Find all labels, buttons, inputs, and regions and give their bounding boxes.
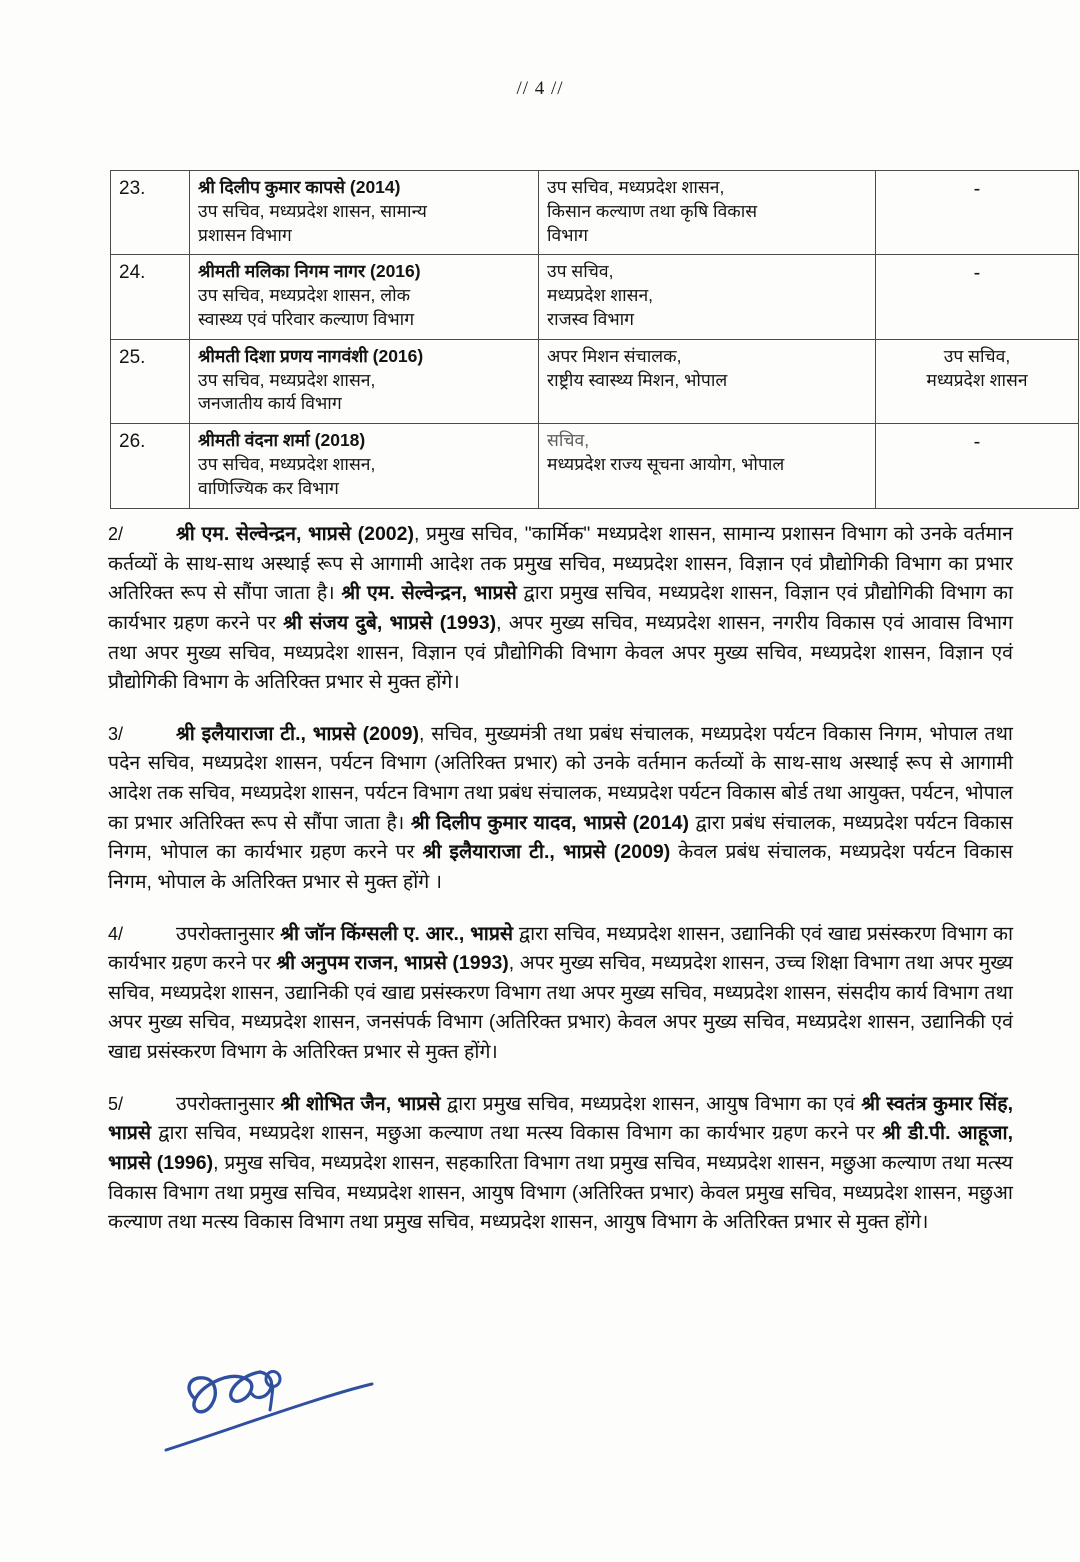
current-posting-line-2: स्वास्थ्य एवं परिवार कल्याण विभाग xyxy=(198,308,415,329)
paragraph-text: , अपर मुख्य सचिव, मध्यप्रदेश शासन, उच्च शिक्षा विभाग तथा अपर मुख्य सचिव, मध्यप्रदेश शासन, उद्यानिकी एवं खाद्य प्रसंस्करण विभाग तथा अपर मुख्य सचिव, मध्यप्रदेश शासन, संसदीय कार्य विभाग तथा अपर मुख्य सचिव, मध्यप्रदेश शासन, जनसंपर्क विभाग (अतिरिक्त प्रभार) केवल अपर मुख्य सचिव, मध्यप्रदेश शासन, उद्यानिकी एवं खाद्य प्रसंस्करण विभाग के अतिरिक्त प्रभार से मुक्त होंगे। xyxy=(108,952,1013,1063)
officer-name-surname: कुमार कापसे xyxy=(264,177,346,197)
cell-new-posting xyxy=(539,255,876,339)
cell-serial-number xyxy=(111,255,190,339)
paragraph-number: 4/ xyxy=(108,923,124,944)
officer-batch-year: (2014) xyxy=(345,177,401,197)
signature-ink-svg xyxy=(150,1352,480,1472)
cell-officer-name-and-current-posting xyxy=(190,339,539,423)
cell-new-posting xyxy=(539,171,876,255)
cell-officer-name-and-current-posting xyxy=(190,255,539,339)
officer-postings-table xyxy=(110,170,1079,509)
officer-name-surname: प्रणय xyxy=(279,345,313,366)
order-paragraph xyxy=(108,1090,1013,1238)
new-posting-line-1: उप सचिव, मध्यप्रदेश शासन, xyxy=(547,177,725,197)
paragraph-number: 2/ xyxy=(108,524,124,544)
officer-name-prefix: श्रीमती मलिका निगम xyxy=(198,261,334,282)
additional-charge-line-2: मध्यप्रदेश शासन xyxy=(926,369,1028,390)
new-posting-line-1: अपर मिशन संचालक, xyxy=(547,345,682,366)
paragraph-number: 3/ xyxy=(108,723,124,744)
new-posting-line-3: विभाग xyxy=(547,224,588,245)
cell-officer-name-and-current-posting xyxy=(190,424,539,508)
signature-mark xyxy=(150,1352,480,1472)
current-posting-line-1: उप सचिव, मध्यप्रदेश शासन, लोक xyxy=(198,285,411,306)
paragraph-text: , प्रमुख सचिव, "कार्मिक" मध्यप्रदेश शासन, सामान्य प्रशासन विभाग को उनके वर्तमान कर्तव्यों के साथ-साथ अस्थाई रूप से आगामी आदेश तक प्रमुख सचिव, मध्यप्रदेश शासन, विज्ञान एवं प्रौद्योगिकी विभाग का प्रभार अतिरिक्त रूप से सौंपा जाता है। xyxy=(108,523,1013,605)
paragraph-text: द्वारा प्रमुख सचिव, मध्यप्रदेश शासन, विज्ञान एवं प्रौद्योगिकी विभाग का कार्यभार ग्रहण करने पर xyxy=(108,582,1013,634)
officer-name-line xyxy=(198,260,530,284)
paragraph-text: , अपर मुख्य सचिव, मध्यप्रदेश शासन, नगरीय विकास एवं आवास विभाग तथा अपर मुख्य सचिव, मध्यप्रदेश शासन, विज्ञान एवं प्रौद्योगिकी विभाग केवल अपर मुख्य सचिव, मध्यप्रदेश शासन, विज्ञान एवं प्रौद्योगिकी विभाग के अतिरिक्त प्रभार से मुक्त होंगे। xyxy=(108,611,1013,694)
new-posting-line-2: मध्यप्रदेश राज्य सूचना आयोग, भोपाल xyxy=(547,453,785,474)
additional-charge-dash: - xyxy=(973,262,981,285)
paragraph-text: द्वारा प्रबंध संचालक, मध्यप्रदेश पर्यटन विकास निगम, भोपाल का कार्यभार ग्रहण करने पर xyxy=(108,811,1013,864)
cell-new-posting xyxy=(539,339,876,423)
table-row xyxy=(111,424,1079,508)
cell-officer-name-and-current-posting xyxy=(190,171,539,255)
officer-batch-year: नागवंशी (2016) xyxy=(312,345,424,366)
paragraph-emphasis-text: श्री अनुपम राजन, भाप्रसे (1993) xyxy=(276,952,509,975)
paragraph-emphasis-text: श्री दिलीप कुमार यादव, भाप्रसे (2014) xyxy=(410,811,690,834)
cell-additional-charge xyxy=(876,339,1079,423)
table-row xyxy=(111,171,1079,255)
paragraph-text: द्वारा प्रमुख सचिव, मध्यप्रदेश शासन, आयुष विभाग का एवं xyxy=(440,1092,862,1115)
cell-additional-charge xyxy=(876,424,1079,508)
paragraph-emphasis-text: श्री इलैयाराजा टी., भाप्रसे (2009) xyxy=(176,722,419,745)
table-row xyxy=(111,255,1079,339)
cell-new-posting xyxy=(539,424,876,508)
officer-name-line xyxy=(198,429,530,453)
cell-additional-charge xyxy=(876,171,1079,255)
serial-number-text: 25. xyxy=(119,346,146,368)
cell-serial-number xyxy=(111,424,190,508)
table-body xyxy=(111,171,1079,509)
serial-number-text: 24. xyxy=(119,262,146,284)
table-row xyxy=(111,339,1079,423)
new-posting-line-1: उप सचिव, xyxy=(547,261,614,282)
additional-charge-dash: - xyxy=(973,178,981,200)
officer-name-line xyxy=(198,176,530,200)
officer-name-line xyxy=(198,345,530,369)
current-posting-line-1: उप सचिव, मध्यप्रदेश शासन, xyxy=(198,369,376,390)
page-number-marker: // 4 // xyxy=(516,78,564,99)
order-paragraphs xyxy=(108,520,1013,1260)
new-posting-line-2: मध्यप्रदेश शासन, xyxy=(547,285,654,306)
current-posting-line-2: प्रशासन विभाग xyxy=(198,224,292,245)
serial-number-text: 23. xyxy=(119,178,146,199)
paragraph-text: , सचिव, मुख्यमंत्री तथा प्रबंध संचालक, मध्यप्रदेश पर्यटन विकास निगम, भोपाल तथा पदेन सचिव, मध्यप्रदेश शासन, पर्यटन विभाग (अतिरिक्त प्रभार) को उनके वर्तमान कर्तव्यों के साथ-साथ अस्थाई रूप से आगामी आदेश तक सचिव, मध्यप्रदेश शासन, पर्यटन विभाग तथा प्रबंध संचालक, मध्यप्रदेश पर्यटन विकास बोर्ड तथा आयुक्त, पर्यटन, भोपाल का प्रभार अतिरिक्त रूप से सौंपा जाता है। xyxy=(108,722,1013,834)
cell-additional-charge xyxy=(876,255,1079,339)
paragraph-emphasis-text: श्री एम. सेल्वेन्द्रन, भाप्रसे (2002) xyxy=(176,523,414,545)
paragraph-emphasis-text: श्री संजय दुबे, भाप्रसे (1993) xyxy=(283,611,497,634)
paragraph-emphasis-text: श्री एम. सेल्वेन्द्रन, भाप्रसे xyxy=(341,582,517,605)
additional-charge-dash: - xyxy=(973,431,981,454)
new-posting-line-1: सचिव, xyxy=(547,430,590,451)
paragraph-emphasis-text: श्री इलैयाराजा टी., भाप्रसे (2009) xyxy=(422,841,671,864)
paragraph-emphasis-text: श्री डी.पी. आहूजा, भाप्रसे (1996) xyxy=(108,1122,1013,1174)
paragraph-emphasis-text: श्री स्वतंत्र कुमार सिंह, भाप्रसे xyxy=(108,1092,1013,1145)
paragraph-text: द्वारा सचिव, मध्यप्रदेश शासन, मछुआ कल्याण तथा मत्स्य विकास विभाग का कार्यभार ग्रहण करने पर xyxy=(151,1122,882,1145)
paragraph-number: 5/ xyxy=(108,1093,124,1114)
current-posting-line-1: उप सचिव, मध्यप्रदेश शासन, सामान्य xyxy=(198,200,427,221)
cell-serial-number xyxy=(111,171,190,255)
paragraph-text: उपरोक्तानुसार xyxy=(176,1092,281,1115)
paragraph-emphasis-text: श्री जॉन किंग्सली ए. आर., भाप्रसे xyxy=(280,922,514,945)
paragraph-text: केवल प्रबंध संचालक, मध्यप्रदेश पर्यटन विकास निगम, भोपाल के अतिरिक्त प्रभार से मुक्त होंगे । xyxy=(108,841,1013,893)
serial-number-text: 26. xyxy=(119,431,146,453)
current-posting-line-1: उप सचिव, मध्यप्रदेश शासन, xyxy=(198,453,376,474)
officer-name-prefix: श्री दिलीप xyxy=(198,177,265,197)
order-paragraph xyxy=(108,920,1013,1068)
officer-batch-year: (2018) xyxy=(309,430,366,451)
additional-charge-line-1: उप सचिव, xyxy=(943,345,1011,366)
officer-name-surname: वंदना शर्मा xyxy=(244,430,310,451)
current-posting-line-2: वाणिज्यिक कर विभाग xyxy=(198,477,339,498)
officer-name-prefix: श्रीमती xyxy=(198,430,245,451)
paragraph-emphasis-text: श्री शोभित जैन, भाप्रसे xyxy=(280,1092,441,1115)
officer-name-surname: नागर xyxy=(333,261,366,282)
paragraph-text: द्वारा सचिव, मध्यप्रदेश शासन, उद्यानिकी एवं खाद्य प्रसंस्करण विभाग का कार्यभार ग्रहण करने पर xyxy=(108,922,1013,975)
officer-batch-year: (2016) xyxy=(365,261,421,282)
order-paragraph xyxy=(108,720,1013,898)
new-posting-line-2: राष्ट्रीय स्वास्थ्य मिशन, भोपाल xyxy=(547,369,728,390)
current-posting-line-2: जनजातीय कार्य विभाग xyxy=(198,393,342,414)
paragraph-text: उपरोक्तानुसार xyxy=(176,922,281,945)
new-posting-line-2: किसान कल्याण तथा कृषि विकास xyxy=(547,200,758,221)
order-paragraph xyxy=(108,520,1013,698)
officer-name-prefix: श्रीमती दिशा xyxy=(198,345,280,366)
new-posting-line-3: राजस्व विभाग xyxy=(547,308,635,329)
paragraph-text: , प्रमुख सचिव, मध्यप्रदेश शासन, सहकारिता विभाग तथा प्रमुख सचिव, मध्यप्रदेश शासन, मछुआ कल्याण तथा मत्स्य विकास विभाग तथा प्रमुख सचिव, मध्यप्रदेश शासन, आयुष विभाग (अतिरिक्त प्रभार) केवल प्रमुख सचिव, मध्यप्रदेश शासन, मछुआ कल्याण तथा मत्स्य विकास विभाग तथा प्रमुख सचिव, मध्यप्रदेश शासन, आयुष विभाग के अतिरिक्त प्रभार से मुक्त होंगे। xyxy=(108,1151,1013,1234)
cell-serial-number xyxy=(111,339,190,423)
